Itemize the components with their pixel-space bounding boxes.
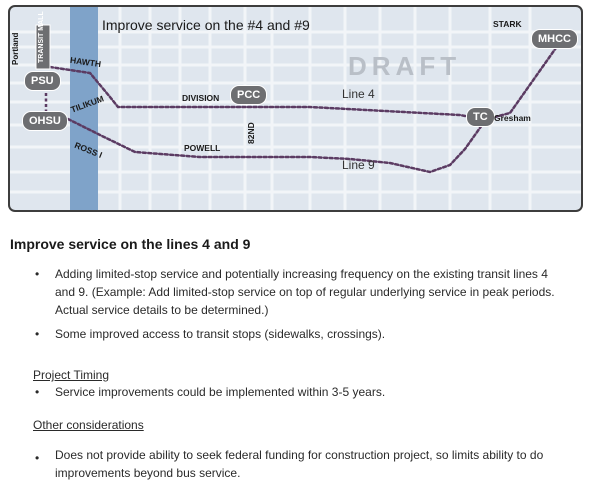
gresham-label: Gresham [494, 113, 531, 123]
pcc-badge: PCC [230, 85, 267, 105]
tc-badge: TC [466, 107, 495, 127]
list-item [55, 265, 555, 319]
list-item-line: Actual service details to be determined.) [55, 303, 269, 317]
powell-label: POWELL [184, 143, 221, 153]
hawthorne-label: HAWTH [69, 54, 102, 70]
line-4-label: Line 4 [342, 87, 375, 101]
list-item-line: Does not provide ability to seek federal funding for construction project, so limits ability to do [55, 448, 544, 462]
mhcc-badge: MHCC [531, 29, 578, 49]
division-label: DIVISION [182, 93, 220, 103]
portland-label: Portland [11, 32, 20, 65]
transit-mall-label: TRANSIT MALL [38, 11, 45, 63]
list-item-line: Adding limited-stop service and potentially increasing frequency on the existing transit lines 4 [55, 267, 548, 281]
list-item-line: and 9. (Example: Add limited-stop service on top of regular underlying service in peak periods. [55, 285, 555, 299]
ohsu-badge: OHSU [22, 111, 68, 131]
draft-watermark: DRAFT [348, 51, 462, 81]
list-item-line: improvements beyond bus service. [55, 466, 241, 480]
stark-label: STARK [493, 19, 522, 29]
map-title: Improve service on the #4 and #9 [102, 17, 310, 33]
project-timing-heading: Project Timing [33, 368, 110, 382]
route-map [8, 5, 583, 212]
bullet-marker: • [35, 451, 40, 465]
bullet-marker: • [35, 267, 40, 281]
psu-badge: PSU [24, 71, 61, 91]
bullet-marker: • [35, 385, 40, 399]
map-graphic [10, 7, 583, 212]
other-considerations-heading: Other considerations [33, 418, 144, 432]
82nd-label: 82ND [246, 122, 256, 144]
timing-item: Service improvements could be implemented within 3-5 years. [55, 385, 386, 399]
list-item [55, 446, 543, 482]
list-item [55, 325, 385, 343]
tilikum-label: TILIKUM [69, 93, 106, 115]
list-item-line: Some improved access to transit stops (sidewalks, crossings). [55, 327, 386, 341]
ross-island-label: ROSS I [73, 139, 104, 161]
section-heading: Improve service on the lines 4 and 9 [10, 236, 251, 252]
bullet-marker: • [35, 327, 40, 341]
line-9-label: Line 9 [342, 158, 375, 172]
